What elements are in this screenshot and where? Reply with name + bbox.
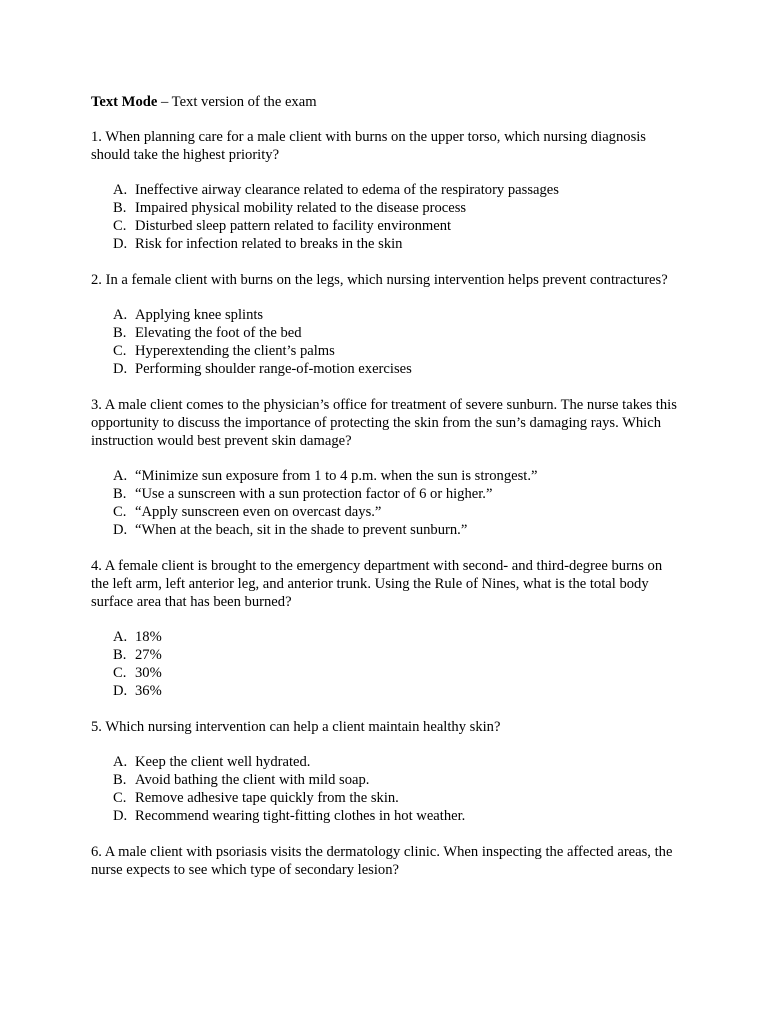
choice-letter: C. bbox=[113, 504, 127, 520]
question-4 bbox=[91, 557, 681, 700]
question-text: 3. A male client comes to the physician’s office for treatment of severe sunburn. The nurse takes this opportunity to discuss the importance of protecting the skin from the sun’s damaging rays. Which instruction would best prevent skin damage? bbox=[91, 397, 677, 449]
answer-choice bbox=[91, 199, 681, 217]
choice-letter: B. bbox=[113, 325, 127, 341]
answer-choice bbox=[91, 771, 681, 789]
choice-text: Hyperextending the client’s palms bbox=[135, 343, 335, 359]
choice-text: “When at the beach, sit in the shade to prevent sunburn.” bbox=[135, 522, 468, 538]
answer-choice bbox=[91, 664, 681, 682]
choice-letter: B. bbox=[113, 200, 127, 216]
choice-letter: B. bbox=[113, 772, 127, 788]
choice-text: “Minimize sun exposure from 1 to 4 p.m. when the sun is strongest.” bbox=[135, 468, 538, 484]
choice-letter: B. bbox=[113, 647, 127, 663]
question-text: 2. In a female client with burns on the legs, which nursing intervention helps prevent contractures? bbox=[91, 272, 668, 288]
choice-letter: A. bbox=[113, 182, 128, 198]
choice-text: Avoid bathing the client with mild soap. bbox=[135, 772, 370, 788]
answer-choice bbox=[91, 628, 681, 646]
choice-letter: B. bbox=[113, 486, 127, 502]
answer-choice bbox=[91, 324, 681, 342]
choice-letter: A. bbox=[113, 468, 128, 484]
answer-choice bbox=[91, 682, 681, 700]
choice-text: “Apply sunscreen even on overcast days.” bbox=[135, 504, 382, 520]
choice-text: “Use a sunscreen with a sun protection factor of 6 or higher.” bbox=[135, 486, 493, 502]
answer-choice bbox=[91, 306, 681, 324]
choice-text: 18% bbox=[135, 629, 162, 645]
exam-document bbox=[91, 93, 681, 897]
choice-letter: C. bbox=[113, 218, 127, 234]
answer-choice bbox=[91, 342, 681, 360]
choice-text: Ineffective airway clearance related to edema of the respiratory passages bbox=[135, 182, 559, 198]
choice-letter: D. bbox=[113, 361, 128, 377]
answer-choices bbox=[91, 753, 681, 825]
question-text: 5. Which nursing intervention can help a client maintain healthy skin? bbox=[91, 719, 501, 735]
choice-text: Recommend wearing tight-fitting clothes in hot weather. bbox=[135, 808, 466, 824]
answer-choice bbox=[91, 235, 681, 253]
heading-mode-label: Text Mode bbox=[91, 94, 158, 110]
answer-choice bbox=[91, 360, 681, 378]
question-6 bbox=[91, 843, 681, 879]
answer-choice bbox=[91, 753, 681, 771]
choice-text: Remove adhesive tape quickly from the skin. bbox=[135, 790, 399, 806]
answer-choice bbox=[91, 807, 681, 825]
answer-choice bbox=[91, 485, 681, 503]
choice-letter: A. bbox=[113, 629, 128, 645]
choice-text: Impaired physical mobility related to the disease process bbox=[135, 200, 467, 216]
choice-text: 30% bbox=[135, 665, 162, 681]
choice-text: 27% bbox=[135, 647, 162, 663]
question-text: 1. When planning care for a male client with burns on the upper torso, which nursing diagnosis should take the highest priority? bbox=[91, 129, 646, 163]
answer-choices bbox=[91, 628, 681, 700]
choice-letter: C. bbox=[113, 790, 127, 806]
answer-choice bbox=[91, 217, 681, 235]
choice-letter: C. bbox=[113, 343, 127, 359]
question-text: 6. A male client with psoriasis visits the dermatology clinic. When inspecting the affected areas, the nurse expects to see which type of secondary lesion? bbox=[91, 844, 673, 878]
choice-letter: D. bbox=[113, 522, 128, 538]
document-heading bbox=[91, 93, 681, 111]
answer-choice bbox=[91, 467, 681, 485]
answer-choice bbox=[91, 789, 681, 807]
choice-text: Keep the client well hydrated. bbox=[135, 754, 311, 770]
choice-letter: A. bbox=[113, 754, 128, 770]
choice-text: Risk for infection related to breaks in the skin bbox=[135, 236, 403, 252]
question-5 bbox=[91, 718, 681, 825]
choice-text: 36% bbox=[135, 683, 162, 699]
choice-letter: D. bbox=[113, 808, 128, 824]
choice-text: Applying knee splints bbox=[135, 307, 264, 323]
answer-choices bbox=[91, 181, 681, 253]
question-3 bbox=[91, 396, 681, 539]
answer-choice bbox=[91, 646, 681, 664]
question-2 bbox=[91, 271, 681, 378]
answer-choices bbox=[91, 467, 681, 539]
choice-text: Performing shoulder range-of-motion exercises bbox=[135, 361, 412, 377]
question-text: 4. A female client is brought to the emergency department with second- and third-degree burns on the left arm, left anterior leg, and anterior trunk. Using the Rule of Nines, what is the total body surface area that has been burned? bbox=[91, 558, 663, 610]
choice-text: Elevating the foot of the bed bbox=[135, 325, 302, 341]
answer-choice bbox=[91, 181, 681, 199]
choice-letter: D. bbox=[113, 683, 128, 699]
choice-letter: C. bbox=[113, 665, 127, 681]
choice-text: Disturbed sleep pattern related to facility environment bbox=[135, 218, 452, 234]
answer-choices bbox=[91, 306, 681, 378]
question-1 bbox=[91, 128, 681, 253]
heading-description: – Text version of the exam bbox=[157, 94, 317, 110]
answer-choice bbox=[91, 503, 681, 521]
choice-letter: D. bbox=[113, 236, 128, 252]
answer-choice bbox=[91, 521, 681, 539]
choice-letter: A. bbox=[113, 307, 128, 323]
